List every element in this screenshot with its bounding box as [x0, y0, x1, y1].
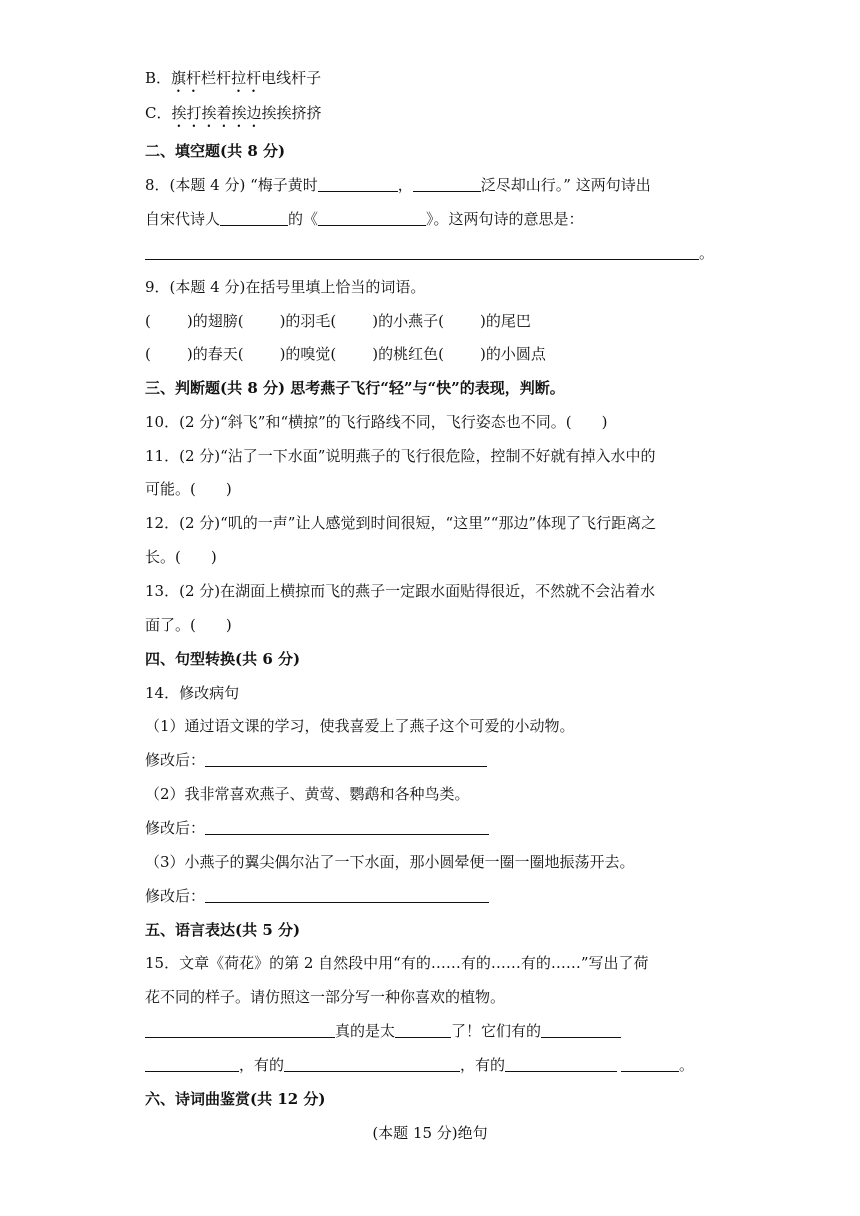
q8-text: 。 [699, 244, 715, 262]
q9-text: ( [145, 345, 151, 363]
blank[interactable] [318, 209, 426, 226]
question-15-line-2: 花不同的样子。请仿照这一部分写一种你喜欢的植物。 [145, 988, 506, 1006]
option-word: 挨打 [171, 104, 202, 122]
question-13-line-2: 面了。( ) [145, 616, 232, 634]
option-word: 挨着 [201, 104, 232, 122]
question-15-line-4 [145, 1054, 694, 1076]
q9-text: )的尾巴 [480, 312, 531, 330]
question-12-line-2: 长。( ) [145, 548, 217, 566]
blank[interactable] [621, 1055, 679, 1072]
q15-text: 了！它们有的 [451, 1022, 542, 1040]
section-4-title: 四、句型转换(共 6 分) [145, 650, 301, 668]
blank[interactable] [318, 175, 398, 192]
question-11-line-2: 可能。( ) [145, 480, 232, 498]
q9-text: ( [145, 312, 151, 330]
section-5-title: 五、语言表达(共 5 分) [145, 921, 301, 939]
blank[interactable] [145, 1021, 335, 1038]
q15-text: ，有的 [239, 1056, 285, 1074]
fix-label: 修改后： [145, 887, 206, 905]
fix-line-3 [145, 885, 489, 907]
option-word: 挨边 [231, 104, 262, 122]
question-12-line-1: 12．(2 分)“叽的一声”让人感觉到时间很短，“这里”“那边”体现了飞行距离之 [145, 514, 657, 532]
q8-text: 8．(本题 4 分) “梅子黄时 [145, 176, 318, 194]
fix-line-1 [145, 749, 487, 771]
fix-line-2 [145, 817, 489, 839]
question-9-stem: 9．(本题 4 分)在括号里填上恰当的词语。 [145, 278, 426, 296]
answer-blank[interactable] [205, 750, 487, 767]
option-label: C． [145, 104, 172, 122]
q8-text: 的《 [288, 210, 319, 228]
section-6-title: 六、诗词曲鉴赏(共 12 分) [145, 1090, 326, 1108]
question-9-row-2 [145, 343, 546, 365]
question-9-row-1 [145, 310, 531, 332]
sentence-2: （2）我非常喜欢燕子、黄莺、鹦鹉和各种鸟类。 [145, 785, 470, 803]
blank[interactable] [505, 1055, 617, 1072]
blank[interactable] [395, 1021, 451, 1038]
option-word: 电线杆子 [261, 69, 322, 87]
option-word: 旗杆 [171, 69, 202, 87]
q9-text: )的嗅觉( [279, 345, 337, 363]
question-13-line-1: 13．(2 分)在湖面上横掠而飞的燕子一定跟水面贴得很近，不然就不会沾着水 [145, 582, 656, 600]
answer-blank[interactable] [205, 818, 489, 835]
section-2-title: 二、填空题(共 8 分) [145, 142, 286, 160]
question-15-line-1: 15．文章《荷花》的第 2 自然段中用“有的……有的……有的……”写出了荷 [145, 954, 649, 972]
blank[interactable] [145, 243, 699, 260]
poem-title: (本题 15 分)绝句 [372, 1124, 488, 1142]
blank[interactable] [145, 1055, 239, 1072]
blank[interactable] [541, 1021, 621, 1038]
q9-text: )的小圆点 [480, 345, 546, 363]
question-15-line-3 [145, 1020, 621, 1042]
option-word: 拉杆 [231, 69, 262, 87]
option-word: 栏杆 [201, 69, 232, 87]
q9-text: )的春天( [186, 345, 244, 363]
q8-text: 》。这两句诗的意思是： [426, 210, 584, 228]
fix-label: 修改后： [145, 819, 206, 837]
blank[interactable] [284, 1055, 460, 1072]
q15-text: ，有的 [460, 1056, 506, 1074]
section-3-title: 三、判断题(共 8 分) 思考燕子飞行“轻”与“快”的表现，判断。 [145, 379, 565, 397]
q9-text: )的翅膀( [186, 312, 244, 330]
question-8-line-1 [145, 174, 651, 196]
question-14-stem: 14．修改病句 [145, 684, 240, 702]
q15-text: 真的是太 [335, 1022, 396, 1040]
q15-text: 。 [679, 1056, 695, 1074]
blank[interactable] [220, 209, 288, 226]
q8-text: 泛尽却山行。” 这两句诗出 [480, 176, 651, 194]
question-8-line-3 [145, 242, 714, 264]
question-8-line-2 [145, 208, 584, 230]
question-10: 10．(2 分)“斜飞”和“横掠”的飞行路线不同，飞行姿态也不同。( ) [145, 413, 608, 431]
q8-text: 自宋代诗人 [145, 210, 221, 228]
q9-text: )的桃红色( [372, 345, 445, 363]
option-word: 挨挨挤挤 [261, 104, 322, 122]
question-11-line-1: 11．(2 分)“沾了一下水面”说明燕子的飞行很危险，控制不好就有掉入水中的 [145, 447, 656, 465]
option-c [145, 102, 322, 131]
q8-text: ， [397, 176, 413, 194]
q9-text: )的小燕子( [372, 312, 445, 330]
q9-text: )的羽毛( [279, 312, 337, 330]
option-label: B． [145, 69, 172, 87]
sentence-1: （1）通过语文课的学习，使我喜爱上了燕子这个可爱的小动物。 [145, 717, 575, 735]
option-b [145, 67, 321, 96]
answer-blank[interactable] [205, 886, 489, 903]
fix-label: 修改后： [145, 751, 206, 769]
sentence-3: （3）小燕子的翼尖偶尔沾了一下水面，那小圆晕便一圈一圈地振荡开去。 [145, 853, 635, 871]
blank[interactable] [413, 175, 481, 192]
